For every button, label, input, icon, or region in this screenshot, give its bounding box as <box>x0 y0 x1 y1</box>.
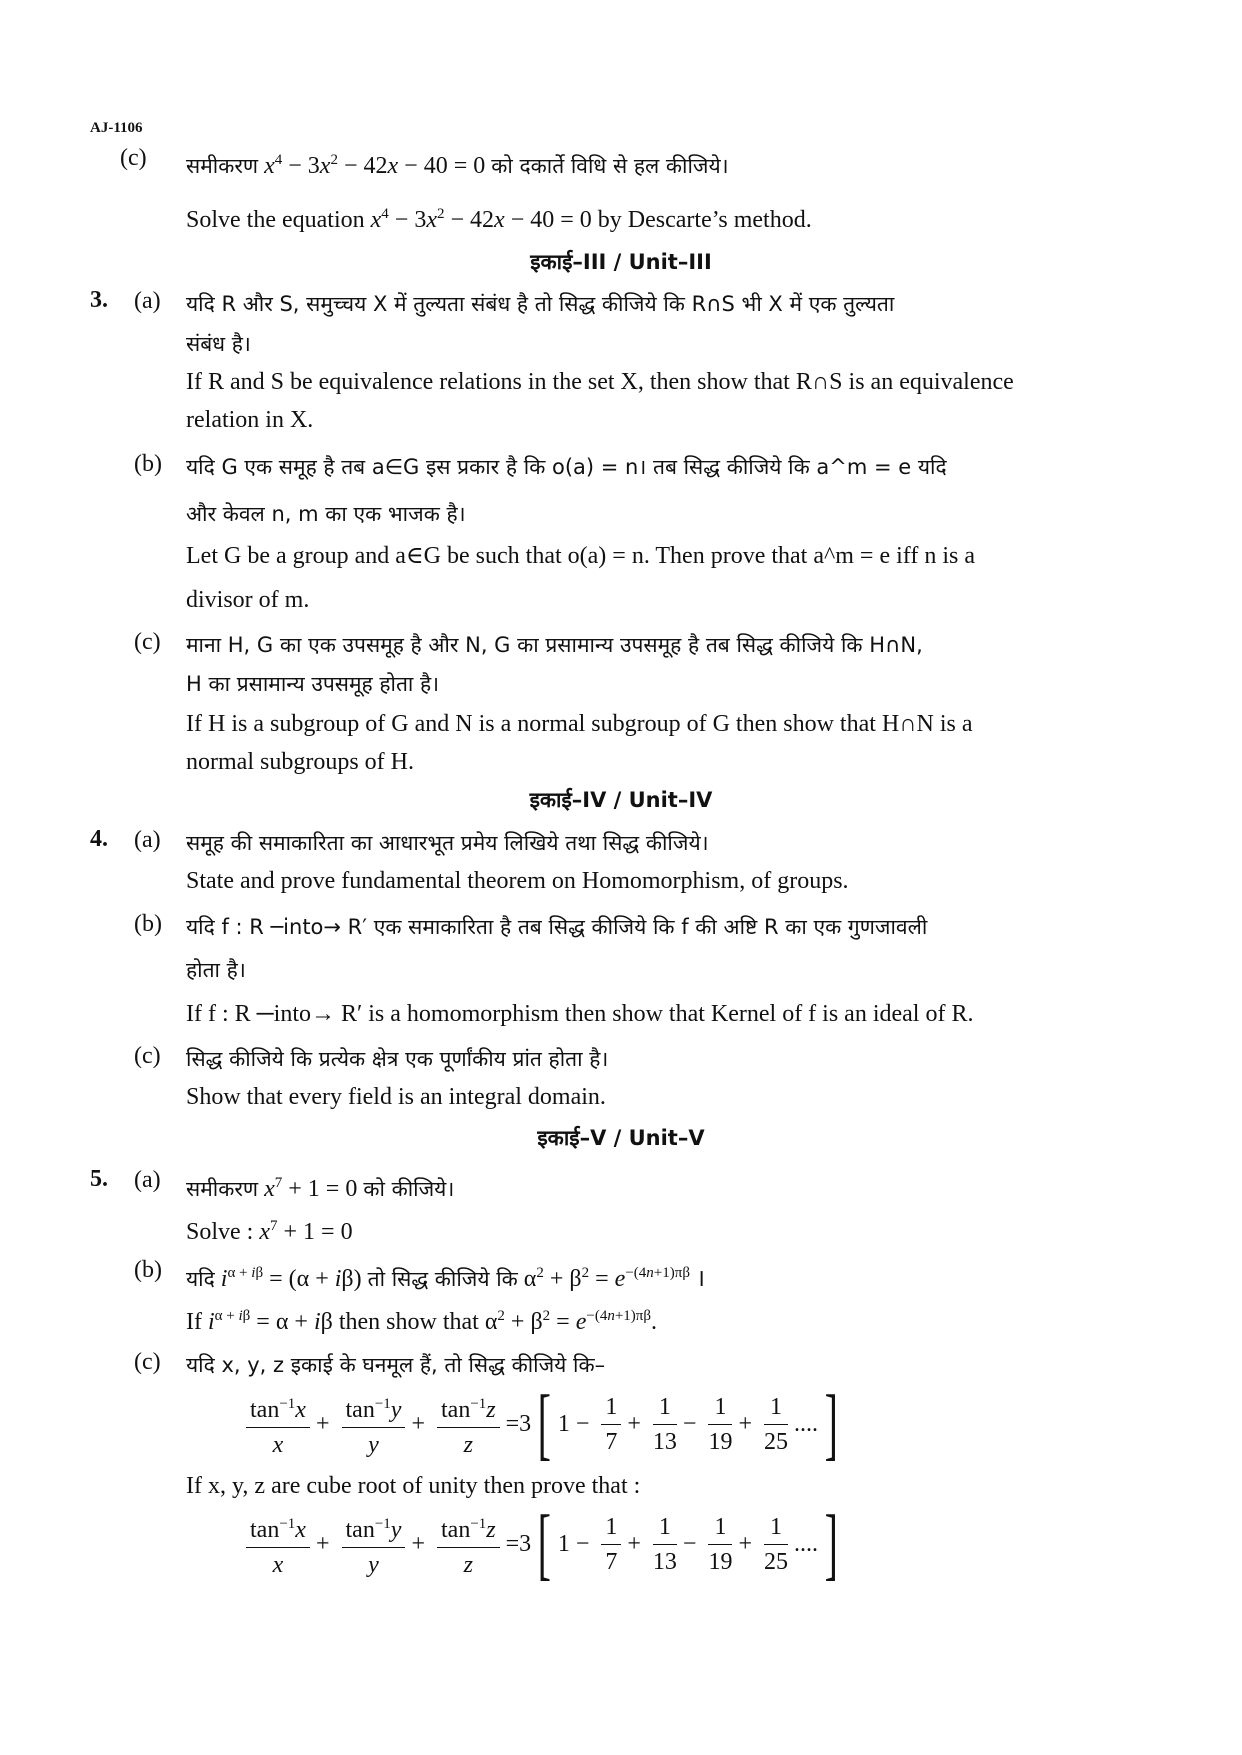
q3a-english-1: If R and S be equivalence relations in the set X, then show that R∩S is an equivalence <box>186 369 1014 395</box>
q5a-hindi: समीकरण $x^7 + 1 = 0$ को कीजिये। <box>186 1175 455 1202</box>
q3b-english-1: Let G be a group and a∈G be such that o(a) = n. Then prove that a^m = e iff n is a <box>186 543 975 569</box>
q3c-hindi-2: H का प्रसामान्य उपसमूह होता है। <box>186 672 440 696</box>
q4-number: 4. <box>90 826 108 852</box>
q4b-label: (b) <box>134 911 162 937</box>
q4b-english: If f : R ─into→ R′ is a homomorphism then show that Kernel of f is an ideal of R. <box>186 1001 974 1027</box>
q5-number: 5. <box>90 1166 108 1192</box>
q4b-hindi-2: होता है। <box>186 958 246 982</box>
q3b-hindi-2: और केवल n, m का एक भाजक है। <box>186 502 466 526</box>
q3c-english-1: If H is a subgroup of G and N is a normal subgroup of G then show that H∩N is a <box>186 711 973 737</box>
q3c-hindi-1: माना H, G का एक उपसमूह है और N, G का प्रसामान्य उपसमूह है तब सिद्ध कीजिये कि H∩N, <box>186 633 923 657</box>
q4a-english: State and prove fundamental theorem on Homomorphism, of groups. <box>186 868 849 894</box>
q3b-hindi-1: यदि G एक समूह है तब a∈G इस प्रकार है कि o(a) = n। तब सिद्ध कीजिये कि a^m = e यदि <box>186 455 947 479</box>
q3a-hindi-1: यदि R और S, समुच्चय X में तुल्यता संबंध है तो सिद्ध कीजिये कि R∩S भी X में एक तुल्यता <box>186 292 895 316</box>
q4a-hindi: समूह की समाकारिता का आधारभूत प्रमेय लिखिये तथा सिद्ध कीजिये। <box>186 831 709 855</box>
q5a-english: Solve : $x^7 + 1 = 0$ <box>186 1218 353 1245</box>
q4b-hindi-1: यदि f : R ─into→ R′ एक समाकारिता है तब सिद्ध कीजिये कि f की अष्टि R का एक गुणजावली <box>186 915 928 939</box>
q2c-label: (c) <box>120 145 147 171</box>
q5b-english: If $i^{\alpha + i\beta} = \alpha + i\beta$ then show that $\alpha^2 + \beta^2 = e^{-(4n+1)\pi\beta}$. <box>186 1308 657 1335</box>
q2c-equation-en: $x^4 - 3x^2 - 42x - 40 = 0$ <box>370 206 592 233</box>
q3b-english-2: divisor of m. <box>186 587 310 613</box>
q3a-label: (a) <box>134 288 161 314</box>
q5b-label: (b) <box>134 1257 162 1283</box>
q2c-hindi: समीकरण $x^4 - 3x^2 - 42x - 40 = 0$ को दकार्ते विधि से हल कीजिये। <box>186 152 729 179</box>
q5b-hindi: यदि $i^{\alpha + i\beta} = (\alpha + i\beta)$ तो सिद्ध कीजिये कि $\alpha^2 + \beta^2 = e^{-(4n+1)\pi\beta}$ । <box>186 1265 706 1292</box>
q4c-label: (c) <box>134 1043 161 1069</box>
paper-code: AJ-1106 <box>90 120 143 136</box>
q5c-formula-hi: $\frac{\tan^{-1}x}{x}$ + $\frac{\tan^{-1}y}{y}$ + $\frac{\tan^{-1}z}{z}$ =3[ 1 − $\frac{1}{7}$ + $\frac{1}{13}$ − $\frac{1}{19}$ + $\frac{1}{25}$ ....] <box>240 1384 845 1464</box>
q4a-label: (a) <box>134 827 161 853</box>
unit-4-heading: इकाई–IV / Unit–IV <box>529 788 713 812</box>
q3c-english-2: normal subgroups of H. <box>186 749 414 775</box>
q5a-label: (a) <box>134 1167 161 1193</box>
q4c-hindi: सिद्ध कीजिये कि प्रत्येक क्षेत्र एक पूर्णांकीय प्रांत होता है। <box>186 1047 609 1071</box>
q4c-english: Show that every field is an integral domain. <box>186 1084 606 1110</box>
unit-5-heading: इकाई–V / Unit–V <box>537 1126 705 1150</box>
q2c-equation-hi: $x^4 - 3x^2 - 42x - 40 = 0$ <box>264 152 486 179</box>
q5c-hindi: यदि x, y, z इकाई के घनमूल हैं, तो सिद्ध कीजिये कि– <box>186 1353 606 1377</box>
q5c-label: (c) <box>134 1349 161 1375</box>
q5a-equation-hi: $x^7 + 1 = 0$ <box>264 1175 358 1202</box>
q5c-english: If x, y, z are cube root of unity then prove that : <box>186 1473 641 1499</box>
q5a-equation-en: $x^7 + 1 = 0$ <box>259 1218 353 1245</box>
q5c-formula-en: $\frac{\tan^{-1}x}{x}$ + $\frac{\tan^{-1}y}{y}$ + $\frac{\tan^{-1}z}{z}$ =3[ 1 − $\frac{1}{7}$ + $\frac{1}{13}$ − $\frac{1}{19}$ + $\frac{1}{25}$ ....] <box>240 1504 845 1584</box>
q3-number: 3. <box>90 287 108 313</box>
q3b-label: (b) <box>134 451 162 477</box>
q3c-label: (c) <box>134 629 161 655</box>
unit-3-heading: इकाई–III / Unit–III <box>530 250 712 274</box>
q3a-english-2: relation in X. <box>186 407 314 433</box>
q2c-english: Solve the equation $x^4 - 3x^2 - 42x - 40 = 0$ by Descarte’s method. <box>186 206 812 233</box>
q3a-hindi-2: संबंध है। <box>186 332 251 356</box>
